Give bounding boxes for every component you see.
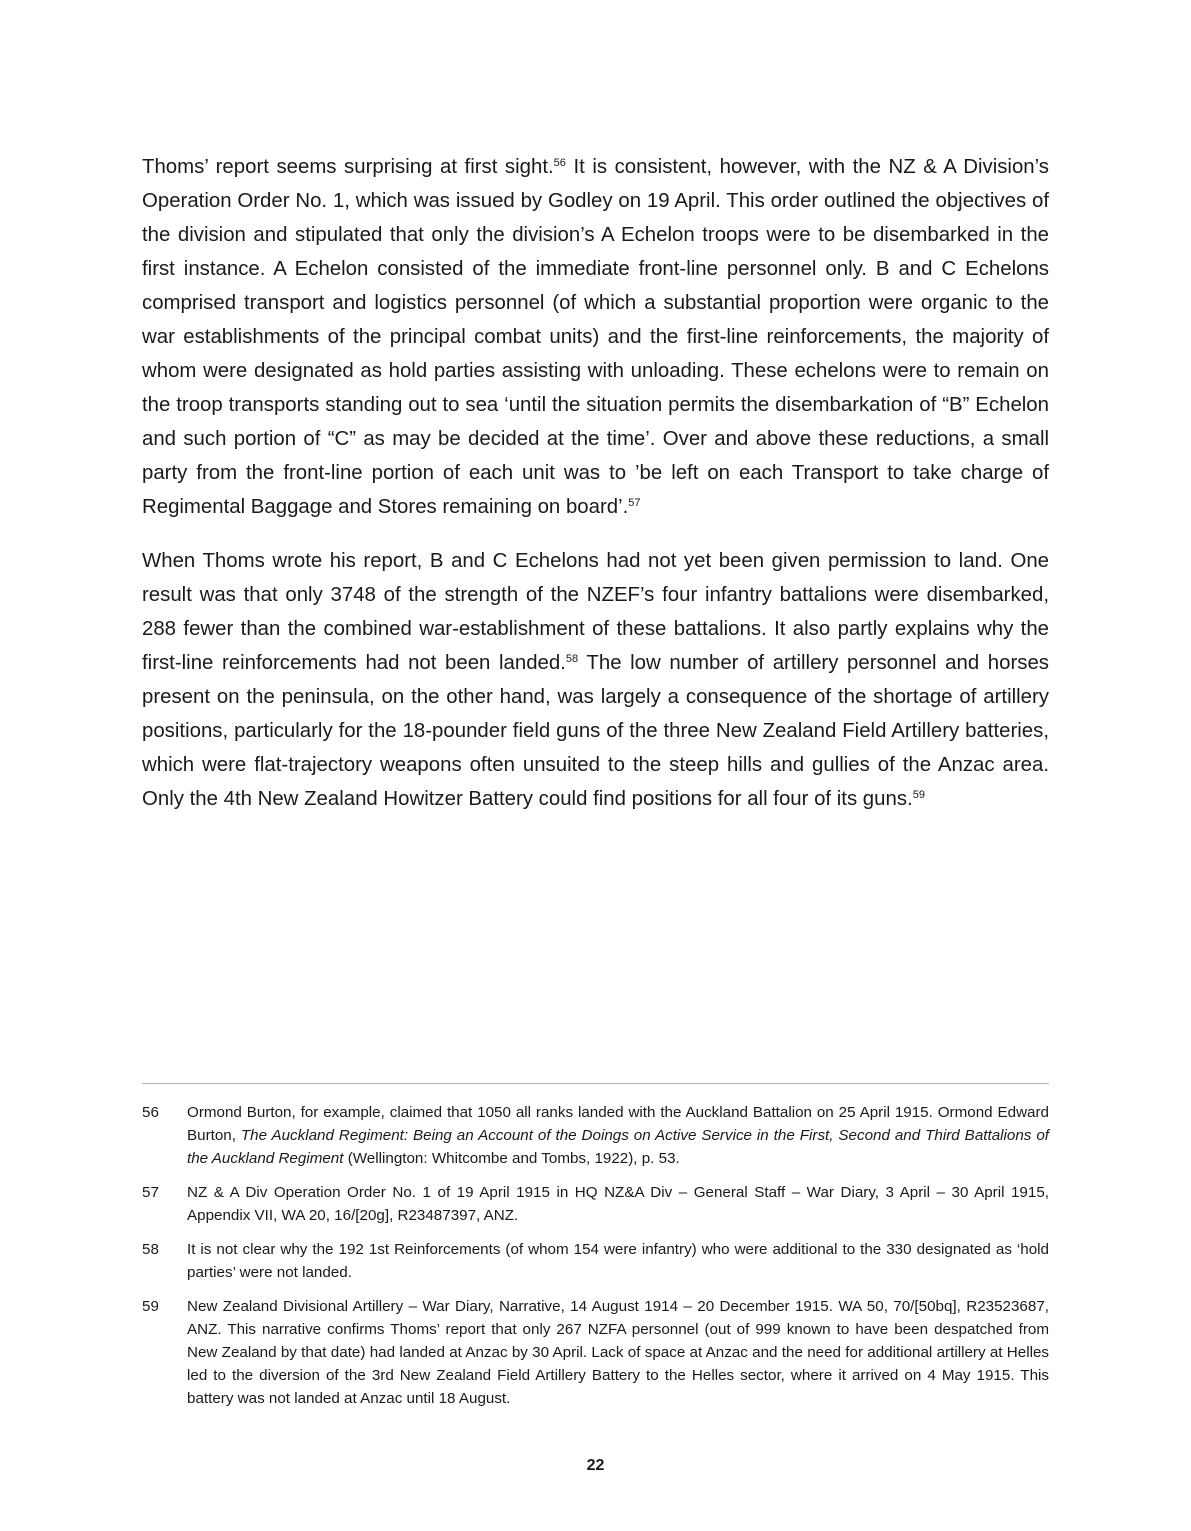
- book-title: The Auckland Regiment: Being an Account of the Doings on Active Service in the First, Second and Third Battalions of the Auckland Regiment: [187, 1127, 1049, 1167]
- footnote-divider: [142, 1083, 1049, 1084]
- paragraph-2-text-b: The low number of artillery personnel and horses present on the peninsula, on the other hand, was largely a consequence of the shortage of artillery positions, particularly for the 18-pounder field guns of the three New Zealand Field Artillery batteries, which were flat-trajectory weapons often unsuited to the steep hills and gullies of the Anzac area. Only the 4th New Zealand Howitzer Battery could find positions for all four of its guns.: [142, 652, 1050, 810]
- paragraph-2-text-a: When Thoms wrote his report, B and C Echelons had not yet been given permission to land. One result was that only 3748 of the strength of the NZEF’s four infantry battalions were disembarked, 288 fewer than the combined war-establishment of these battalions. It also partly explains why the first-line reinforcements had not been landed.: [142, 550, 1049, 674]
- footnote-number: 56: [142, 1104, 159, 1121]
- footnote-57: [142, 1181, 1049, 1227]
- footnotes: [142, 1101, 1049, 1421]
- footnote-56: [142, 1101, 1049, 1170]
- footnote-text: New Zealand Divisional Artillery – War Diary, Narrative, 14 August 1914 – 20 December 1915. WA 50, 70/[50bq], R23523687, ANZ. This narrative confirms Thoms’ report that only 267 NZFA personnel (out of 999 known to have been despatched from New Zealand by that date) had landed at Anzac by 30 April. Lack of space at Anzac and the need for additional artillery at Helles led to the diversion of the 3rd New Zealand Field Artillery Battery to the Helles sector, where it arrived on 4 May 1915. This battery was not landed at Anzac until 18 August.: [187, 1298, 1049, 1407]
- footnote-58: [142, 1238, 1049, 1284]
- footnote-text: It is not clear why the 192 1st Reinforcements (of whom 154 were infantry) who were additional to the 330 designated as ‘hold parties’ were not landed.: [187, 1241, 1049, 1281]
- footnote-ref-56[interactable]: 56: [553, 157, 566, 169]
- footnote-59: [142, 1295, 1049, 1410]
- footnote-number: 57: [142, 1184, 159, 1201]
- footnote-ref-59[interactable]: 59: [912, 789, 925, 801]
- paragraph-1-text-a: Thoms’ report seems surprising at first sight.: [142, 156, 554, 178]
- main-text: [142, 150, 1049, 836]
- footnote-text-part: Ormond Burton, for example, claimed that 1050 all ranks landed with the Auckland Battalion on 25 April 1915. Ormond Edward Burton,: [187, 1104, 1049, 1144]
- paragraph-2: [142, 544, 1049, 816]
- footnote-text: [187, 1101, 1049, 1170]
- footnote-text: NZ & A Div Operation Order No. 1 of 19 April 1915 in HQ NZ&A Div – General Staff – War Diary, 3 April – 30 April 1915, Appendix VII, WA 20, 16/[20g], R23487397, ANZ.: [187, 1184, 1049, 1224]
- footnote-number: 58: [142, 1241, 159, 1258]
- footnote-number: 59: [142, 1298, 159, 1315]
- page-number: 22: [586, 1457, 605, 1474]
- footnote-ref-57[interactable]: 57: [628, 497, 641, 509]
- paragraph-1: [142, 150, 1049, 524]
- footnote-text-part: (Wellington: Whitcombe and Tombs, 1922), p. 53.: [343, 1150, 680, 1167]
- footnote-ref-58[interactable]: 58: [565, 653, 579, 665]
- paragraph-1-text-b: It is consistent, however, with the NZ & A Division’s Operation Order No. 1, which was issued by Godley on 19 April. This order outlined the objectives of the division and stipulated that only the division’s A Echelon troops were to be disembarked in the first instance. A Echelon consisted of the immediate front-line personnel only. B and C Echelons comprised transport and logistics personnel (of which a substantial proportion were organic to the war establishments of the principal combat units) and the first-line reinforcements, the majority of whom were designated as hold parties assisting with unloading. These echelons were to remain on the troop transports standing out to sea ‘until the situation permits the disembarkation of “B” Echelon and such portion of “C” as may be decided at the time’. Over and above these reductions, a small party from the front-line portion of each unit was to ’be left on each Transport to take charge of Regimental Baggage and Stores remaining on board’.: [142, 156, 1049, 518]
